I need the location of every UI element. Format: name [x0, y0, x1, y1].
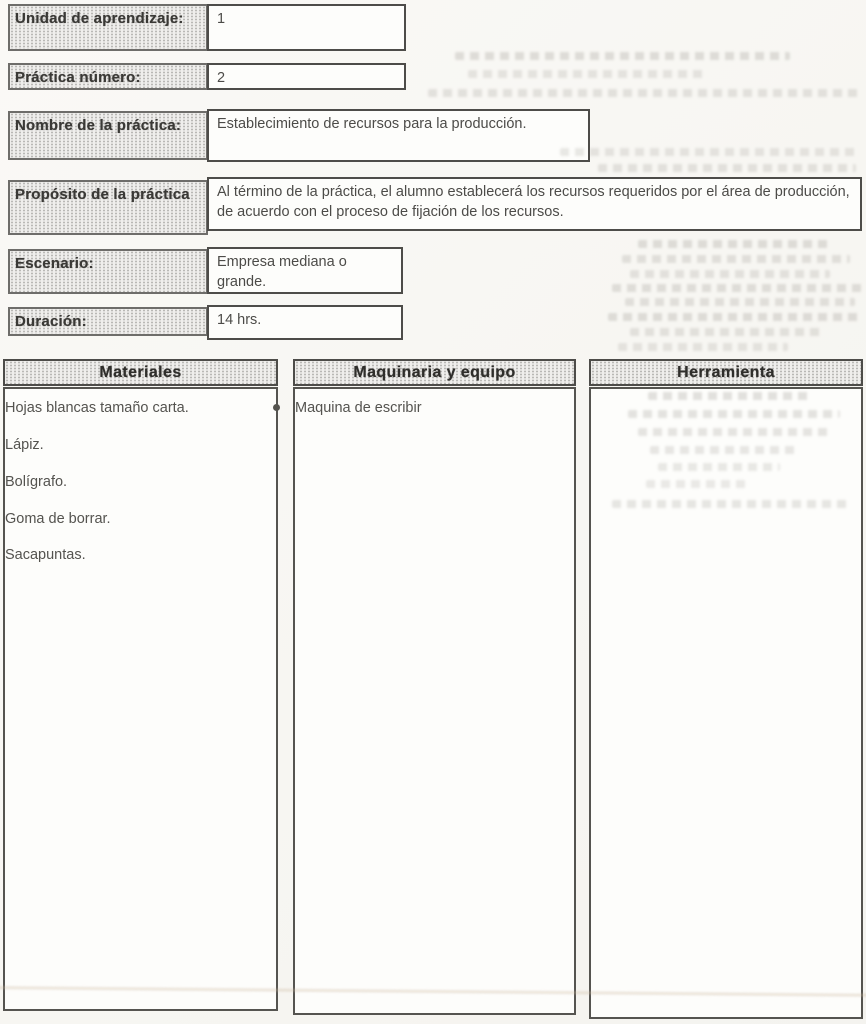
field-value-text: Establecimiento de recursos para la producción. — [217, 116, 527, 132]
field-value-duracion — [207, 305, 403, 340]
bleedthrough-artifact — [455, 52, 790, 60]
field-label-unidad-de-aprendizaje — [8, 4, 208, 51]
field-label-escenario — [8, 249, 208, 294]
field-value-escenario — [207, 247, 403, 294]
list-item: Lápiz. — [5, 436, 266, 455]
field-value-practica-numero — [207, 63, 406, 90]
list-item: Bolígrafo. — [5, 473, 266, 492]
field-value-text: Empresa mediana o grande. — [217, 254, 347, 290]
bleedthrough-artifact — [598, 164, 856, 172]
field-value-text: Al término de la práctica, el alumno establecerá los recursos requeridos por el área de producción, de acuerdo con el proceso de fijación de los recursos. — [217, 184, 850, 220]
bleedthrough-artifact — [618, 343, 788, 351]
bleedthrough-artifact — [630, 328, 820, 336]
list-item: Sacapuntas. — [5, 546, 266, 565]
field-value-unidad-de-aprendizaje — [207, 4, 406, 51]
field-value-text: 1 — [217, 11, 226, 27]
field-value-text: 2 — [217, 70, 226, 86]
column-maquinaria-y-equipo — [293, 359, 576, 1015]
column-materiales — [3, 359, 278, 1011]
field-label-practica-numero — [8, 63, 208, 90]
list-item: Goma de borrar. — [5, 510, 266, 529]
column-body-materiales — [3, 387, 278, 1011]
column-header-maquinaria-y-equipo: Maquinaria y equipo — [293, 359, 576, 386]
column-header-herramienta: Herramienta — [589, 359, 863, 386]
bleedthrough-artifact — [612, 284, 862, 292]
field-label-nombre-de-la-practica — [8, 111, 208, 160]
bleedthrough-artifact — [468, 70, 703, 78]
column-header-materiales: Materiales — [3, 359, 278, 386]
field-label-duracion — [8, 307, 208, 336]
field-label-proposito-de-la-practica — [8, 180, 208, 235]
field-label-text: Nombre de la práctica: — [15, 117, 182, 134]
field-label-text: Práctica número: — [15, 69, 141, 86]
field-label-text: Propósito de la práctica — [15, 186, 190, 203]
column-body-maquinaria-y-equipo — [293, 387, 576, 1015]
maquinaria-list — [295, 399, 574, 418]
bleedthrough-artifact — [560, 148, 860, 156]
column-herramienta — [589, 359, 863, 1019]
field-label-text: Escenario: — [15, 255, 94, 272]
bleedthrough-artifact — [638, 240, 828, 248]
column-body-herramienta — [589, 387, 863, 1019]
bleedthrough-artifact — [608, 313, 860, 321]
field-value-text: 14 hrs. — [217, 312, 262, 328]
bleedthrough-artifact — [428, 89, 858, 97]
bleedthrough-artifact — [622, 255, 850, 263]
list-item: Hojas blancas tamaño carta. — [5, 399, 266, 418]
bleedthrough-artifact — [630, 270, 830, 278]
list-item: Maquina de escribir — [295, 399, 564, 418]
field-label-text: Unidad de aprendizaje: — [15, 10, 184, 27]
materiales-list — [5, 399, 276, 565]
bleedthrough-artifact — [625, 298, 855, 306]
field-label-text: Duración: — [15, 313, 87, 330]
field-value-nombre-de-la-practica — [207, 109, 590, 162]
field-value-proposito-de-la-practica — [207, 177, 862, 231]
